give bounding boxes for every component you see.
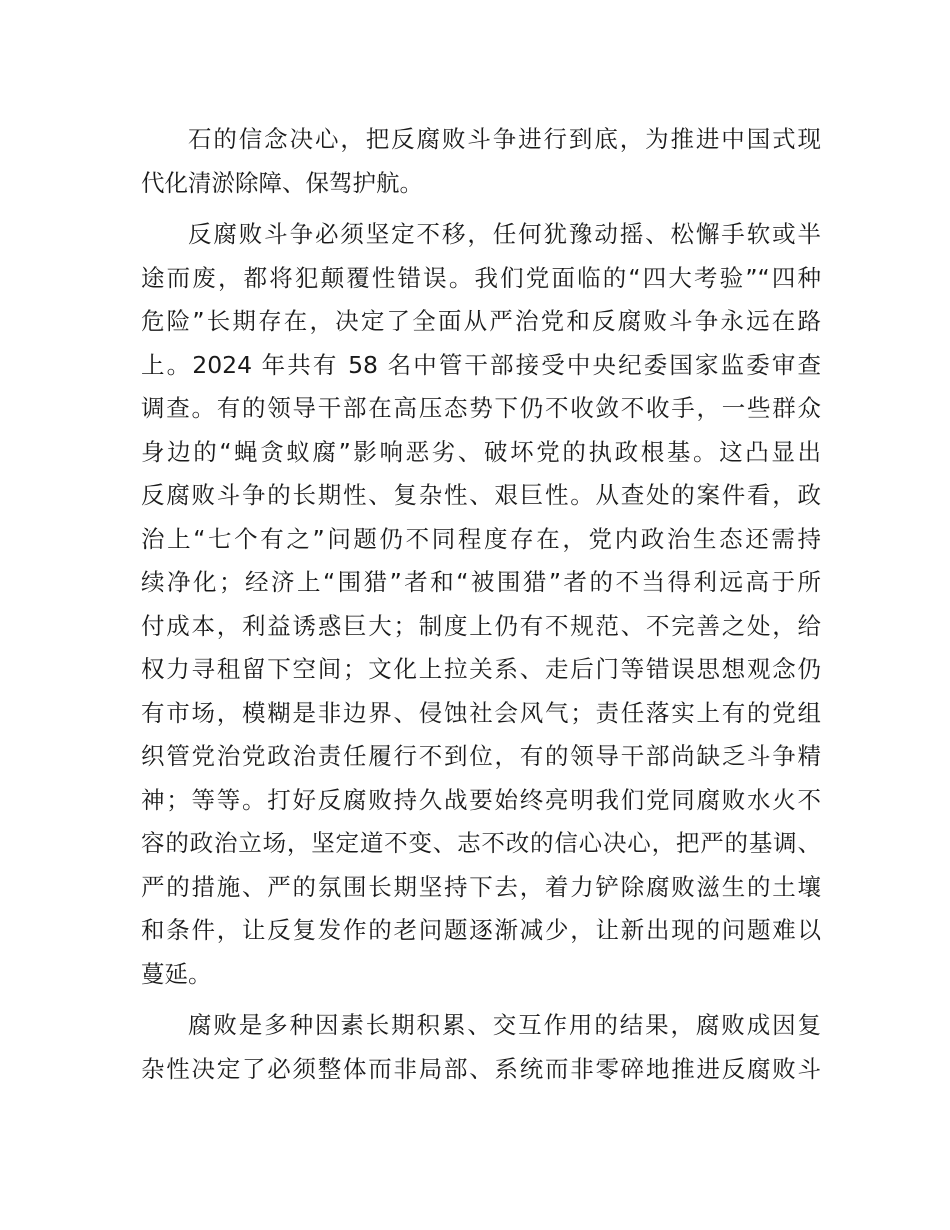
paragraph-1: [141, 118, 821, 205]
body-text: [141, 118, 821, 1099]
text-line: 续净化；经济上“围猎”者和“被围猎”者的不当得利远高于所: [141, 568, 821, 596]
text-line: 调查。有的领导干部在高压态势下仍不收敛不收手，一些群众: [141, 394, 821, 422]
text-line: 反腐败斗争必须坚定不移，任何犹豫动摇、松懈手软或半: [188, 220, 821, 248]
text-line: 上。2024 年共有 58 名中管干部接受中央纪委国家监委审查: [141, 350, 821, 379]
text-line: 容的政治立场，坚定道不变、志不改的信心决心，把严的基调、: [141, 829, 821, 857]
text-line: 蔓延。: [141, 959, 212, 988]
text-line: 腐败是多种因素长期积累、交互作用的结果，腐败成因复: [188, 1011, 821, 1039]
text-line: 治上“七个有之”问题仍不同程度存在，党内政治生态还需持: [141, 524, 821, 553]
text-line: 神；等等。打好反腐败持久战要始终亮明我们党同腐败水火不: [141, 785, 821, 814]
text-line: 反腐败斗争的长期性、复杂性、艰巨性。从查处的案件看，政: [141, 481, 821, 509]
text-line: 权力寻租留下空间；文化上拉关系、走后门等错误思想观念仍: [141, 655, 821, 683]
text-line: 织管党治党政治责任履行不到位，有的领导干部尚缺乏斗争精: [141, 742, 821, 770]
text-line: 付成本，利益诱惑巨大；制度上仍有不规范、不完善之处，给: [141, 611, 821, 640]
text-line: 身边的“蝇贪蚁腐”影响恶劣、破坏党的执政根基。这凸显出: [141, 437, 821, 466]
paragraph-2: [141, 213, 821, 996]
text-line: 严的措施、严的氛围长期坚持下去，着力铲除腐败滋生的土壤: [141, 872, 821, 901]
text-line: 代化清淤除障、保驾护航。: [141, 168, 423, 197]
text-line: 和条件，让反复发作的老问题逐渐减少，让新出现的问题难以: [141, 916, 821, 944]
text-line: 途而废，都将犯颠覆性错误。我们党面临的“四大考验”“四种: [141, 263, 821, 292]
text-line: 有市场，模糊是非边界、侵蚀社会风气；责任落实上有的党组: [141, 698, 821, 727]
text-line: 石的信念决心，把反腐败斗争进行到底，为推进中国式现: [188, 125, 821, 153]
text-line: 杂性决定了必须整体而非局部、系统而非零碎地推进反腐败斗: [141, 1054, 821, 1083]
paragraph-3: [141, 1004, 821, 1091]
text-line: 危险”长期存在，决定了全面从严治党和反腐败斗争永远在路: [141, 307, 821, 335]
